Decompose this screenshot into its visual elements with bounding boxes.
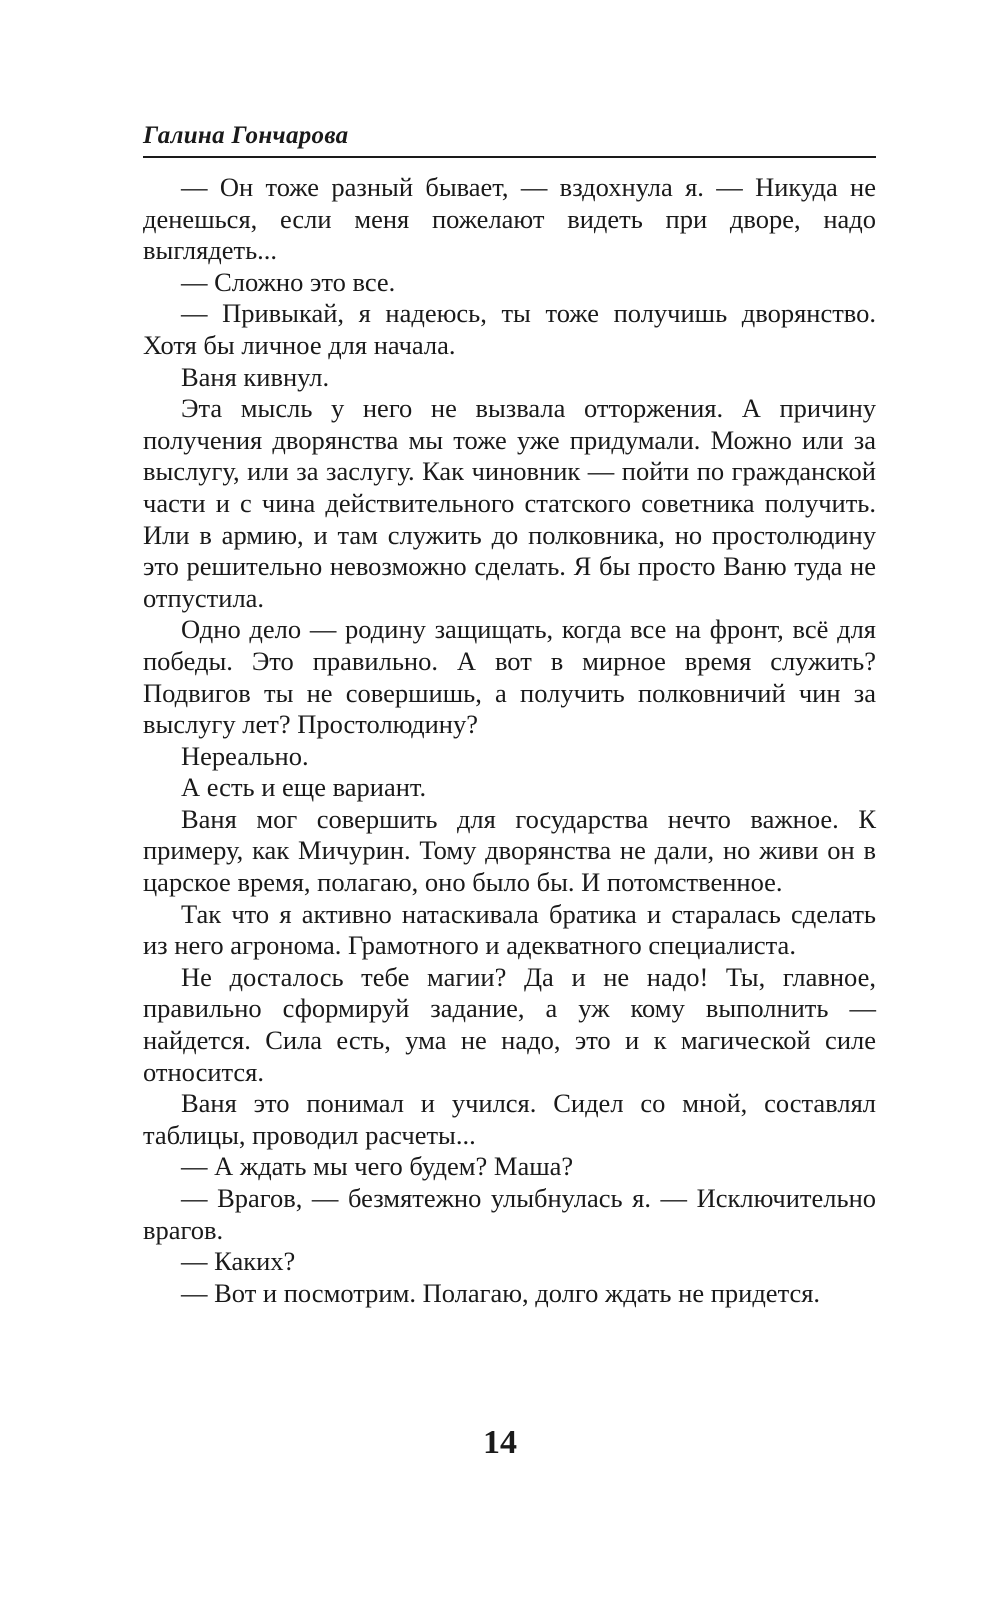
paragraph: Ваня это понимал и учился. Сидел со мной, составлял таблицы, проводил расчеты... [143, 1088, 876, 1150]
paragraph: — Вот и посмотрим. Полагаю, долго ждать не придется. [181, 1277, 821, 1308]
paragraph: Нереально. [181, 740, 309, 771]
paragraph: Эта мысль у него не вызвала отторжения. А причину получения дворянства мы тоже уже придумали. Можно или за выслугу, или за заслугу. Как чиновник — пойти по гражданской части и с чина действительного статского советника получить. Или в армию, и там служить до полковника, но простолюдину это решительно невозможно сделать. Я бы просто Ваню туда не отпустила. [143, 393, 876, 613]
paragraph: Ваня мог совершить для государства нечто важное. К примеру, как Мичурин. Тому дворянства не дали, но живи он в царское время, полагаю, оно было бы. И потомственное. [143, 803, 876, 898]
paragraph: — Сложно это все. [181, 266, 396, 297]
paragraph: — Привыкай, я надеюсь, ты тоже получишь дворянство. Хотя бы личное для начала. [143, 298, 876, 360]
paragraph: Не досталось тебе магии? Да и не надо! Ты, главное, правильно сформируй задание, а уж кому выполнить — найдется. Сила есть, ума не надо, это и к магической силе относится. [143, 961, 876, 1087]
page-number: 14 [483, 1424, 517, 1461]
body-text [143, 172, 876, 1309]
paragraph: — Он тоже разный бывает, — вздохнула я. — Никуда не денешься, если меня пожелают видеть при дворе, надо выглядеть... [143, 172, 876, 266]
paragraph: — А ждать мы чего будем? Маша? [181, 1151, 574, 1182]
paragraph: А есть и еще вариант. [181, 772, 427, 803]
paragraph: — Врагов, — безмятежно улыбнулась я. — Исключительно врагов. [143, 1183, 876, 1245]
paragraph: Ваня кивнул. [181, 361, 330, 392]
paragraph: — Каких? [181, 1246, 296, 1277]
author-name: Галина Гончарова [143, 122, 349, 149]
running-header [143, 116, 876, 158]
paragraph: Так что я активно натаскивала братика и старалась сделать из него агронома. Грамотного и адекватного специалиста. [143, 898, 876, 961]
paragraph: Одно дело — родину защищать, когда все на фронт, всё для победы. Это правильно. А вот в мирное время служить? Подвигов ты не совершишь, а получить полковничий чин за выслугу лет? Простолюдину? [143, 614, 876, 740]
